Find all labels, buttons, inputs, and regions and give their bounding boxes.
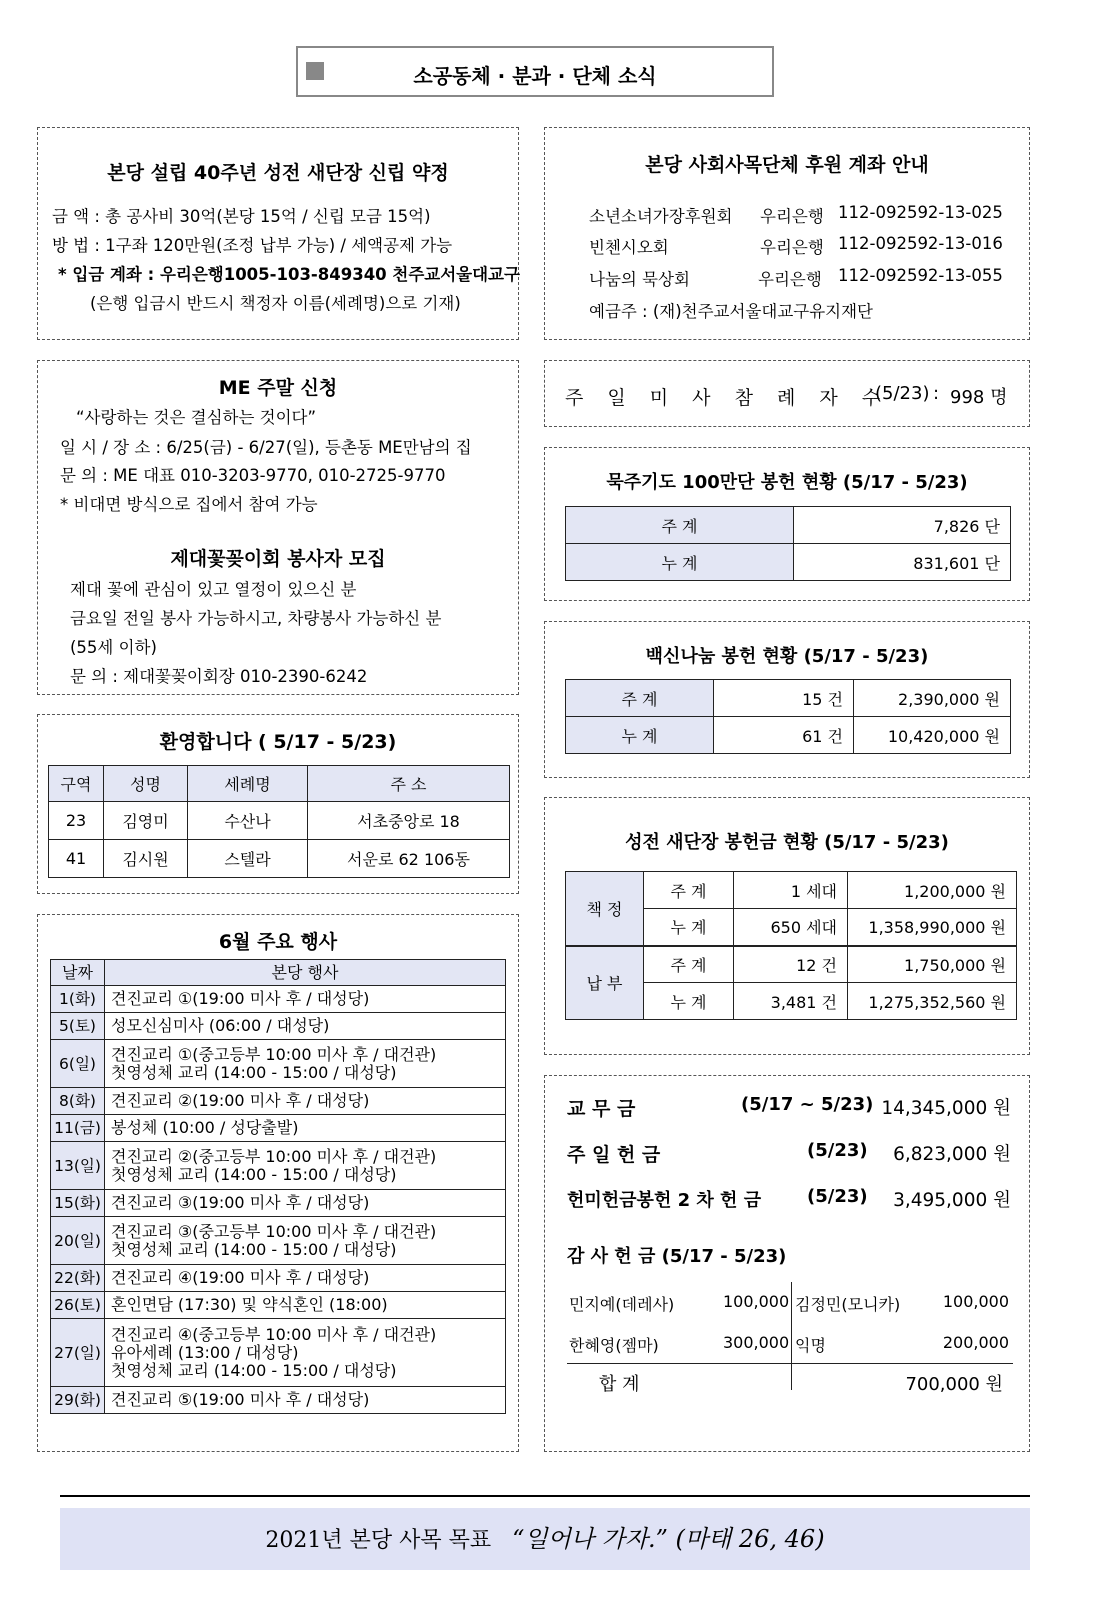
finance-amount: 3,495,000 원 xyxy=(893,1190,1011,1211)
events-title: 6월 주요 행사 xyxy=(218,931,338,953)
event-date: 11(금) xyxy=(51,1115,105,1142)
event-date: 13(일) xyxy=(51,1142,105,1190)
me-quote: “사랑하는 것은 결심하는 것이다” xyxy=(76,408,317,427)
flower-title: 제대꽃꽂이회 봉사자 모집 xyxy=(170,548,386,570)
renovation-kind: 누 계 xyxy=(644,909,734,946)
vaccine-box xyxy=(544,621,1030,778)
table-row xyxy=(51,1292,506,1319)
me-line: 문 의 : ME 대표 010-3203-9770, 010-2725-9770 xyxy=(60,466,446,485)
flower-line: (55세 이하) xyxy=(70,638,157,657)
accounts-title: 본당 사회사목단체 후원 계좌 안내 xyxy=(645,154,929,176)
welcome-table xyxy=(48,765,510,878)
thanks-name: 익명 xyxy=(795,1336,826,1355)
renovation-title: 성전 새단장 봉헌금 현황 (5/17 - 5/23) xyxy=(625,832,949,853)
pledge-line: 금 액 : 총 공사비 30억(본당 15억 / 신립 모금 15억) xyxy=(52,207,431,226)
thanks-total-label: 합 계 xyxy=(599,1374,640,1395)
accounts-box xyxy=(544,127,1030,340)
events-table xyxy=(50,959,506,1414)
event-date: 1(화) xyxy=(51,986,105,1013)
table-row xyxy=(51,1387,506,1414)
event-line: 봉성체 (10:00 / 성당출발) xyxy=(111,1118,299,1137)
table-row xyxy=(51,1013,506,1040)
thanks-total: 700,000 원 xyxy=(905,1374,1003,1395)
event-date: 15(화) xyxy=(51,1190,105,1217)
me-line: 일 시 / 장 소 : 6/25(금) - 6/27(일), 등촌동 ME만남의 집 xyxy=(60,438,472,457)
event-date: 8(화) xyxy=(51,1088,105,1115)
event-date: 20(일) xyxy=(51,1217,105,1265)
event-date: 5(토) xyxy=(51,1013,105,1040)
welcome-cell: 서초중앙로 18 xyxy=(308,802,510,840)
welcome-header: 세례명 xyxy=(188,766,308,802)
table-row xyxy=(51,1040,506,1088)
event-line: 성모신심미사 (06:00 / 대성당) xyxy=(111,1016,330,1035)
vaccine-row-count: 15 건 xyxy=(714,680,854,717)
vaccine-title: 백신나눔 봉헌 현황 (5/17 - 5/23) xyxy=(645,646,929,667)
attendance-sep: : xyxy=(933,383,940,404)
rosary-row-value: 7,826 단 xyxy=(794,507,1011,544)
welcome-cell: 23 xyxy=(49,802,104,840)
section-title-box xyxy=(296,46,774,97)
welcome-cell: 김시원 xyxy=(104,840,188,878)
event-line: 견진교리 ⑤(19:00 미사 후 / 대성당) xyxy=(111,1390,370,1409)
event-line: 첫영성체 교리 (14:00 - 15:00 / 대성당) xyxy=(111,1164,397,1184)
welcome-cell: 41 xyxy=(49,840,104,878)
event-line: 첫영성체 교리 (14:00 - 15:00 / 대성당) xyxy=(111,1239,397,1259)
renovation-kind: 누 계 xyxy=(644,983,734,1020)
renovation-box xyxy=(544,797,1030,1055)
table-row xyxy=(51,1190,506,1217)
finance-label: 교 무 금 xyxy=(567,1098,636,1120)
flower-line: 금요일 전일 봉사 가능하시고, 차량봉사 가능하신 분 xyxy=(70,609,442,628)
welcome-cell: 김영미 xyxy=(104,802,188,840)
renovation-kind: 주 계 xyxy=(644,946,734,983)
event-date: 22(화) xyxy=(51,1265,105,1292)
event-line: 혼인면담 (17:30) 및 약식혼인 (18:00) xyxy=(111,1295,388,1314)
attendance-date: (5/23) xyxy=(875,383,930,404)
event-line: 견진교리 ②(중고등부 10:00 미사 후 / 대건관) xyxy=(111,1146,437,1166)
me-flower-box xyxy=(37,360,519,695)
account-name: 소년소녀가장후원회 xyxy=(589,207,733,226)
event-line: 견진교리 ④(중고등부 10:00 미사 후 / 대건관) xyxy=(111,1324,437,1344)
footer-divider xyxy=(60,1495,1030,1497)
event-date: 26(토) xyxy=(51,1292,105,1319)
account-number: 112-092592-13-016 xyxy=(838,234,1003,253)
table-row xyxy=(51,1265,506,1292)
welcome-header: 성명 xyxy=(104,766,188,802)
table-row xyxy=(49,802,510,840)
flower-line: 문 의 : 제대꽃꽂이회장 010-2390-6242 xyxy=(70,667,368,686)
event-line: 견진교리 ③(19:00 미사 후 / 대성당) xyxy=(111,1193,370,1212)
renovation-amount: 1,750,000 원 xyxy=(848,946,1017,983)
event-line: 유아세례 (13:00 / 대성당) xyxy=(111,1342,299,1362)
table-row xyxy=(51,1319,506,1387)
account-bank: 우리은행 xyxy=(760,207,824,226)
finance-date: (5/23) xyxy=(807,1186,868,1207)
flower-line: 제대 꽃에 관심이 있고 열정이 있으신 분 xyxy=(70,580,357,599)
renovation-count: 1 세대 xyxy=(734,872,848,909)
finance-amount: 6,823,000 원 xyxy=(893,1144,1011,1165)
rosary-table xyxy=(565,506,1011,581)
event-date: 27(일) xyxy=(51,1319,105,1387)
welcome-title: 환영합니다 ( 5/17 - 5/23) xyxy=(159,731,397,753)
rosary-row-label: 주 계 xyxy=(566,507,794,544)
event-line: 첫영성체 교리 (14:00 - 15:00 / 대성당) xyxy=(111,1360,397,1380)
renovation-amount: 1,200,000 원 xyxy=(848,872,1017,909)
events-box xyxy=(37,914,519,1452)
table-row xyxy=(51,986,506,1013)
welcome-cell: 서운로 62 106동 xyxy=(308,840,510,878)
finance-label: 헌미헌금봉헌 2 차 헌 금 xyxy=(567,1190,762,1211)
attendance-label: 주 일 미 사 참 례 자 수 xyxy=(565,387,890,409)
table-row xyxy=(51,1088,506,1115)
account-holder: 예금주 : (재)천주교서울대교구유지재단 xyxy=(589,302,873,321)
renovation-kind: 주 계 xyxy=(644,872,734,909)
finance-date: (5/17 ~ 5/23) xyxy=(741,1094,874,1115)
thanks-amount: 100,000 xyxy=(942,1292,1009,1311)
renovation-count: 3,481 건 xyxy=(734,983,848,1020)
rosary-box xyxy=(544,447,1030,601)
event-line: 견진교리 ②(19:00 미사 후 / 대성당) xyxy=(111,1091,370,1110)
welcome-header: 주 소 xyxy=(308,766,510,802)
section-title: 소공동체 · 분과 · 단체 소식 xyxy=(413,64,657,88)
pledge-line: 방 법 : 1구좌 120만원(조정 납부 가능) / 세액공제 가능 xyxy=(52,236,453,255)
attendance-value: 998 명 xyxy=(950,387,1008,408)
rosary-row-label: 누 계 xyxy=(566,544,794,581)
table-row xyxy=(49,840,510,878)
account-number: 112-092592-13-025 xyxy=(838,203,1003,222)
event-date: 29(화) xyxy=(51,1387,105,1414)
vaccine-table xyxy=(565,679,1011,754)
welcome-cell: 수산나 xyxy=(188,802,308,840)
welcome-cell: 스텔라 xyxy=(188,840,308,878)
account-bank: 우리은행 xyxy=(758,270,822,289)
renovation-count: 12 건 xyxy=(734,946,848,983)
thanks-title: 감 사 헌 금 (5/17 - 5/23) xyxy=(567,1246,787,1267)
finance-date: (5/23) xyxy=(807,1140,868,1161)
finance-amount: 14,345,000 원 xyxy=(881,1098,1011,1119)
event-line: 첫영성체 교리 (14:00 - 15:00 / 대성당) xyxy=(111,1062,397,1082)
rosary-title: 묵주기도 100만단 봉헌 현황 (5/17 - 5/23) xyxy=(606,472,968,493)
vaccine-row-amount: 10,420,000 원 xyxy=(854,717,1011,754)
table-row xyxy=(51,1142,506,1190)
renovation-count: 650 세대 xyxy=(734,909,848,946)
pledge-title: 본당 설립 40주년 성전 새단장 신립 약정 xyxy=(107,162,449,184)
thanks-amount: 100,000 xyxy=(723,1292,790,1311)
welcome-box xyxy=(37,714,519,894)
thanks-amount: 200,000 xyxy=(942,1333,1009,1352)
event-line: 견진교리 ③(중고등부 10:00 미사 후 / 대건관) xyxy=(111,1221,437,1241)
footer-banner xyxy=(60,1508,1030,1570)
event-line: 견진교리 ①(19:00 미사 후 / 대성당) xyxy=(111,989,370,1008)
renovation-group-label: 납 부 xyxy=(566,946,644,1020)
pledge-note: (은행 입금시 반드시 책정자 이름(세례명)으로 기재) xyxy=(90,294,461,313)
thanks-name: 김정민(모니카) xyxy=(795,1295,901,1314)
renovation-amount: 1,358,990,000 원 xyxy=(848,909,1017,946)
renovation-group-label: 책 정 xyxy=(566,872,644,946)
welcome-header: 구역 xyxy=(49,766,104,802)
renovation-amount: 1,275,352,560 원 xyxy=(848,983,1017,1020)
vaccine-row-label: 누 계 xyxy=(566,717,714,754)
event-line: 견진교리 ④(19:00 미사 후 / 대성당) xyxy=(111,1268,370,1287)
thanks-amount: 300,000 xyxy=(723,1333,790,1352)
me-line: * 비대면 방식으로 집에서 참여 가능 xyxy=(60,495,318,514)
table-row xyxy=(51,1115,506,1142)
account-bank: 우리은행 xyxy=(760,238,824,257)
events-header: 본당 행사 xyxy=(105,960,506,986)
account-name: 나눔의 묵상회 xyxy=(589,270,690,289)
event-line: 견진교리 ①(중고등부 10:00 미사 후 / 대건관) xyxy=(111,1044,437,1064)
footer-text: 2021년 본당 사목 목표 xyxy=(265,1528,492,1553)
rosary-row-value: 831,601 단 xyxy=(794,544,1011,581)
table-row xyxy=(51,1217,506,1265)
account-name: 빈첸시오회 xyxy=(589,238,669,257)
renovation-table xyxy=(565,871,1017,1020)
finance-label: 주 일 헌 금 xyxy=(567,1144,661,1166)
account-number: 112-092592-13-055 xyxy=(838,266,1003,285)
vaccine-row-count: 61 건 xyxy=(714,717,854,754)
thanks-divider xyxy=(791,1282,792,1390)
pledge-account: * 입금 계좌 : 우리은행1005-103-849340 천주교서울대교구 xyxy=(58,265,520,284)
vaccine-row-amount: 2,390,000 원 xyxy=(854,680,1011,717)
attendance-box xyxy=(544,360,1030,427)
me-title: ME 주말 신청 xyxy=(218,377,338,399)
events-header: 날짜 xyxy=(51,960,105,986)
event-date: 6(일) xyxy=(51,1040,105,1088)
thanks-total-divider xyxy=(567,1363,1013,1364)
finance-box xyxy=(544,1075,1030,1452)
footer-quote: “일어나 가자.” (마태 26, 46) xyxy=(512,1525,825,1553)
thanks-name: 한혜영(젬마) xyxy=(569,1336,659,1355)
pledge-box xyxy=(37,127,519,340)
vaccine-row-label: 주 계 xyxy=(566,680,714,717)
thanks-name: 민지예(데레사) xyxy=(569,1295,675,1314)
